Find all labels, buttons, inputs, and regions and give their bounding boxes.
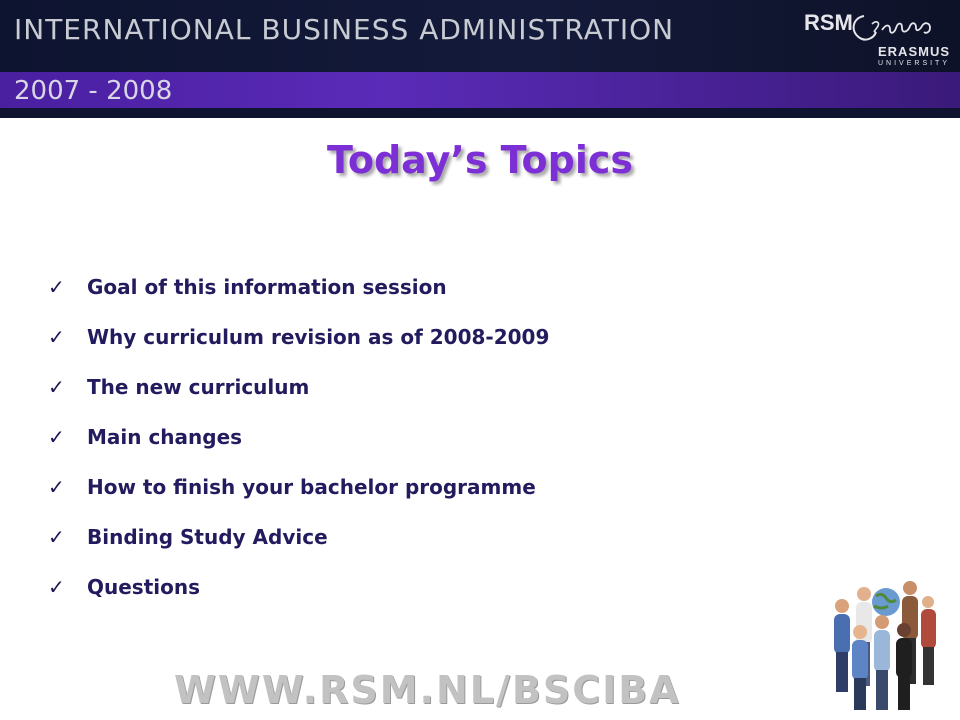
logo-rsm-text: RSM [804,10,853,35]
checkmark-icon: ✓ [48,575,65,599]
list-item [48,562,549,612]
checkmark-icon: ✓ [48,325,65,349]
topic-text: How to finish your bachelor programme [87,475,536,499]
slide-title: Today’s Topics [326,138,634,182]
students-group-image [824,572,950,712]
list-item [48,462,549,512]
topic-text: Binding Study Advice [87,525,328,549]
checkmark-icon: ✓ [48,375,65,399]
website-url[interactable]: WWW.RSM.NL/BSCIBA [174,668,681,712]
academic-year: 2007 - 2008 [14,76,173,106]
topic-text: Why curriculum revision as of 2008-2009 [87,325,550,349]
topic-text: Questions [87,575,201,599]
program-title: INTERNATIONAL BUSINESS ADMINISTRATION [14,13,675,46]
topic-text: Goal of this information session [87,275,447,299]
checkmark-icon: ✓ [48,525,65,549]
checkmark-icon: ✓ [48,475,65,499]
erasmus-signature-icon [842,10,952,48]
list-item [48,362,549,412]
list-item [48,512,549,562]
logo-university-text: UNIVERSITY [878,60,951,67]
list-item [48,312,549,362]
topic-text: The new curriculum [87,375,310,399]
rsm-erasmus-logo [804,8,949,70]
logo-erasmus-text: ERASMUS [878,44,951,59]
list-item [48,262,549,312]
checkmark-icon: ✓ [48,275,65,299]
list-item [48,412,549,462]
header-divider [0,108,960,118]
topic-text: Main changes [87,425,243,449]
topic-list [48,262,549,612]
checkmark-icon: ✓ [48,425,65,449]
